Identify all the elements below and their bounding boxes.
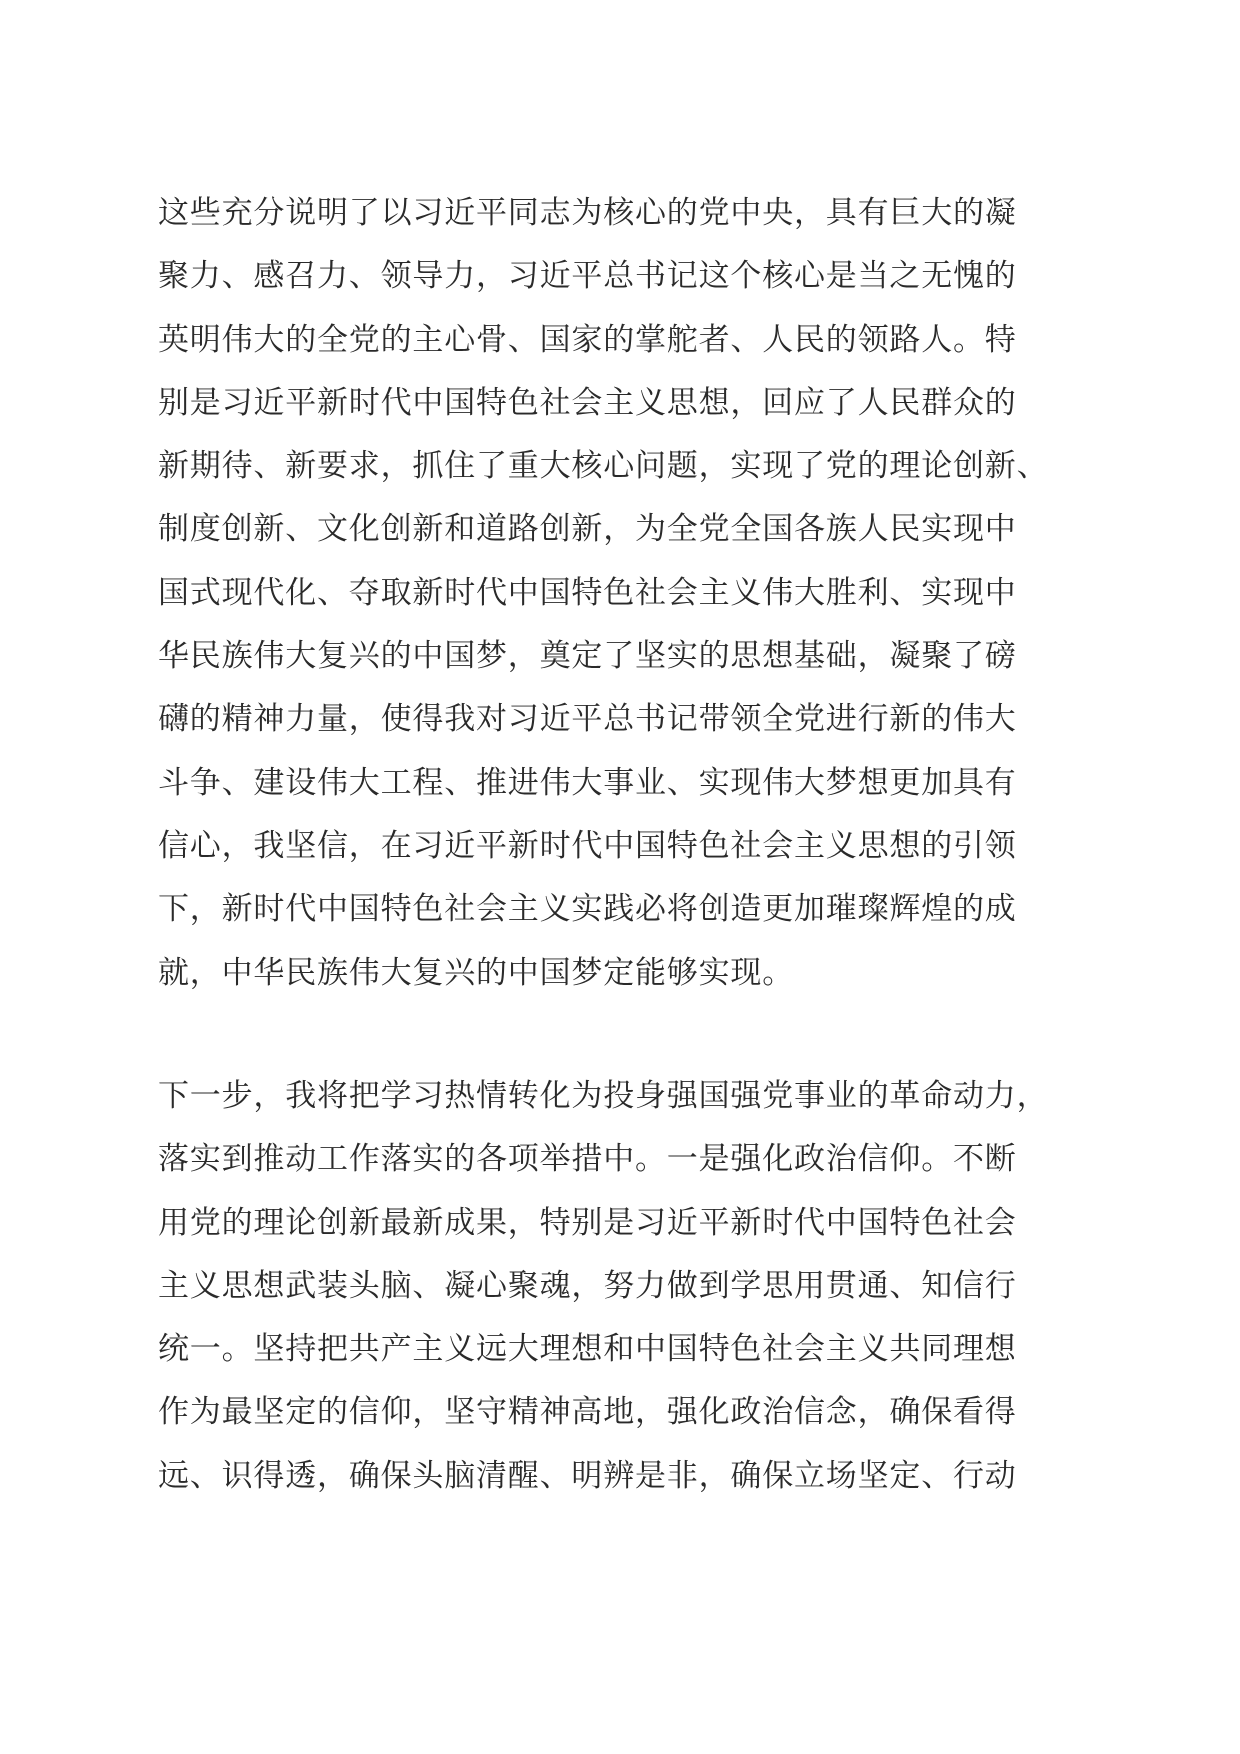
text-line: 远、识得透，确保头脑清醒、明辨是非，确保立场坚定、行动 bbox=[158, 1457, 1017, 1494]
text-line: 别是习近平新时代中国特色社会主义思想，回应了人民群众的 bbox=[158, 384, 1017, 421]
text-line: 统一。坚持把共产主义远大理想和中国特色社会主义共同理想 bbox=[158, 1331, 1017, 1368]
text-line: 用党的理论创新最新成果，特别是习近平新时代中国特色社会 bbox=[158, 1204, 1017, 1241]
text-line: 主义思想武装头脑、凝心聚魂，努力做到学思用贯通、知信行 bbox=[158, 1267, 1017, 1304]
paragraph-2 bbox=[158, 1065, 1098, 1508]
text-line: 华民族伟大复兴的中国梦，奠定了坚实的思想基础，凝聚了磅 bbox=[158, 638, 1017, 675]
text-line: 这些充分说明了以习近平同志为核心的党中央，具有巨大的凝 bbox=[158, 195, 1017, 231]
text-line: 新期待、新要求，抓住了重大核心问题，实现了党的理论创新、 bbox=[158, 448, 1049, 485]
text-line: 国式现代化、夺取新时代中国特色社会主义伟大胜利、实现中 bbox=[158, 574, 1017, 611]
text-line: 礴的精神力量，使得我对习近平总书记带领全党进行新的伟大 bbox=[158, 701, 1017, 738]
text-line: 聚力、感召力、领导力，习近平总书记这个核心是当之无愧的 bbox=[158, 258, 1017, 295]
text-line: 落实到推动工作落实的各项举措中。一是强化政治信仰。不断 bbox=[158, 1141, 1017, 1178]
text-line: 就，中华民族伟大复兴的中国梦定能够实现。 bbox=[158, 954, 794, 991]
text-line: 斗争、建设伟大工程、推进伟大事业、实现伟大梦想更加具有 bbox=[158, 764, 1017, 801]
text-line: 信心，我坚信，在习近平新时代中国特色社会主义思想的引领 bbox=[158, 827, 1017, 864]
text-line: 下一步，我将把学习热情转化为投身强国强党事业的革命动力， bbox=[158, 1078, 1049, 1114]
text-line: 作为最坚定的信仰，坚守精神高地，强化政治信念，确保看得 bbox=[158, 1394, 1017, 1431]
paragraph-1 bbox=[158, 182, 1098, 1005]
text-line: 下，新时代中国特色社会主义实践必将创造更加璀璨辉煌的成 bbox=[158, 891, 1017, 928]
text-line: 制度创新、文化创新和道路创新，为全党全国各族人民实现中 bbox=[158, 511, 1017, 548]
text-line: 英明伟大的全党的主心骨、国家的掌舵者、人民的领路人。特 bbox=[158, 321, 1017, 358]
